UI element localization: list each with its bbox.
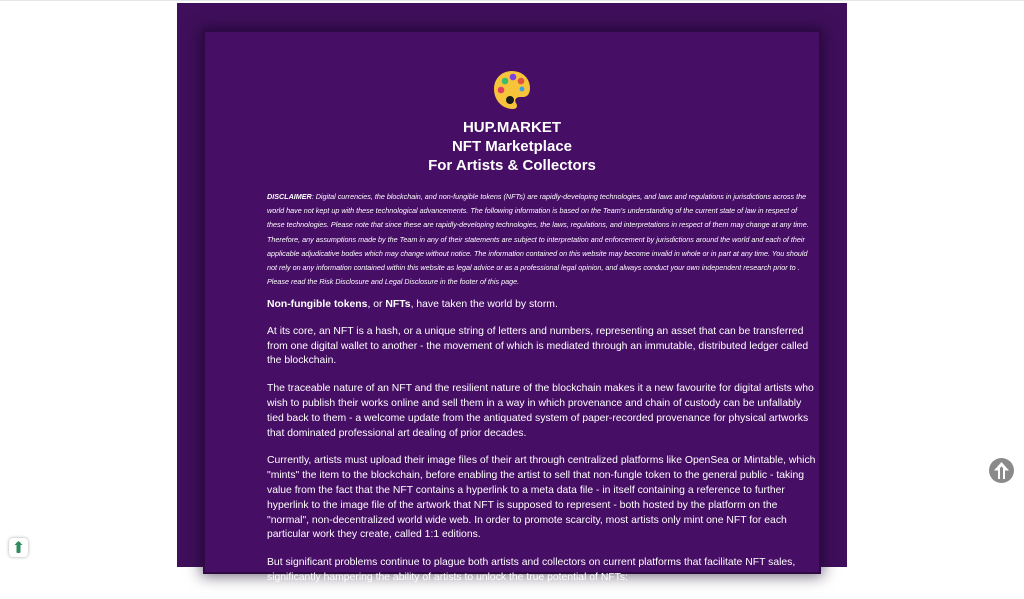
disclaimer-text: [267, 190, 815, 289]
content-card: [205, 32, 819, 583]
intro-ending: , have taken the world by storm.: [410, 299, 558, 310]
intro-connector: , or: [367, 299, 386, 310]
paragraph-2: The traceable nature of an NFT and the resilient nature of the blockchain makes it a new favourite for digital artists who wish to publish their works online and sell them in a way in which provenance and chain of custody can be unfallably tied back to them - a welcome update from the antiquated system of paper-recorded provenance for physical artworks that dominated professional art dealing of prior decades.: [267, 383, 814, 439]
paragraph-4: But significant problems continue to plague both artists and collectors on current platforms that facilitate NFT sales, significantly hampering the ability of artists to unlock the true potential of NFTs:: [267, 557, 796, 583]
brand-name: HUP.MARKET: [462, 119, 562, 136]
paragraph-1: At its core, an NFT is a hash, or a unique string of letters and numbers, representing an asset that can be transferred from one digital wallet to another - the movement of which is mediated through an immutable, distributed ledger called the blockchain.: [267, 325, 809, 367]
intro-bold-nfts: NFTs: [385, 299, 411, 310]
arrow-up-icon: [989, 458, 1014, 483]
accessibility-icon: [9, 538, 28, 557]
disclaimer-label: DISCLAIMER: [267, 192, 312, 201]
tagline-line-2: For Artists & Collectors: [428, 157, 596, 174]
scroll-to-top-button[interactable]: [989, 458, 1014, 483]
article-body: [267, 298, 817, 599]
intro-bold-nft-term: Non-fungible tokens: [267, 299, 368, 310]
page-title: [205, 118, 819, 175]
outer-panel: [177, 3, 847, 583]
disclaimer-body: : Digital currencies, the blockchain, and non-fungible tokens (NFTs) are rapidly-developing technologies, and laws and regulations in jurisdictions across the world have not kept up with these technological advancements. The following information is based on the Team's understanding of the current state of law in respect of these technologies. Please note that since these are rapidly-developing technologies, the laws, regulations, and interpretations in respect of them may change at any time. Therefore, any assumptions made by the Team in any of their statements are subject to interpretation and enforcement by jurisdictions around the world and each of their applicable adjudicative bodies which may change without notice. The information contained on this website may become invalid in whole or in part at any time. You should not rely on any information contained within this website as legal advice or as a professional legal opinion, and always conduct your own independent research prior to . Please read the Risk Disclosure and Legal Disclosure in the footer of this page.: [267, 192, 809, 287]
tagline-line-1: NFT Marketplace: [451, 138, 573, 155]
intro-paragraph: [267, 298, 817, 313]
top-border: [0, 0, 1024, 1]
palette-icon: [492, 68, 532, 112]
accessibility-button[interactable]: [9, 538, 28, 557]
paragraph-3: Currently, artists must upload their image files of their art through centralized platforms like OpenSea or Mintable, which "mints" the item to the blockchain, before enabling the artist to sell that non-fungle token to the general public - taking value from the fact that the NFT contains a hyperlink to a meta data file - in itself containing a reference to further hyperlink to the image file of the artwork that NFT is supposed to represent - both hosted by the platform on the "normal", non-decentralized world wide web. In order to promote scarcity, most artists only mint one NFT for each particular work they create, called 1:1 editions.: [267, 455, 816, 541]
